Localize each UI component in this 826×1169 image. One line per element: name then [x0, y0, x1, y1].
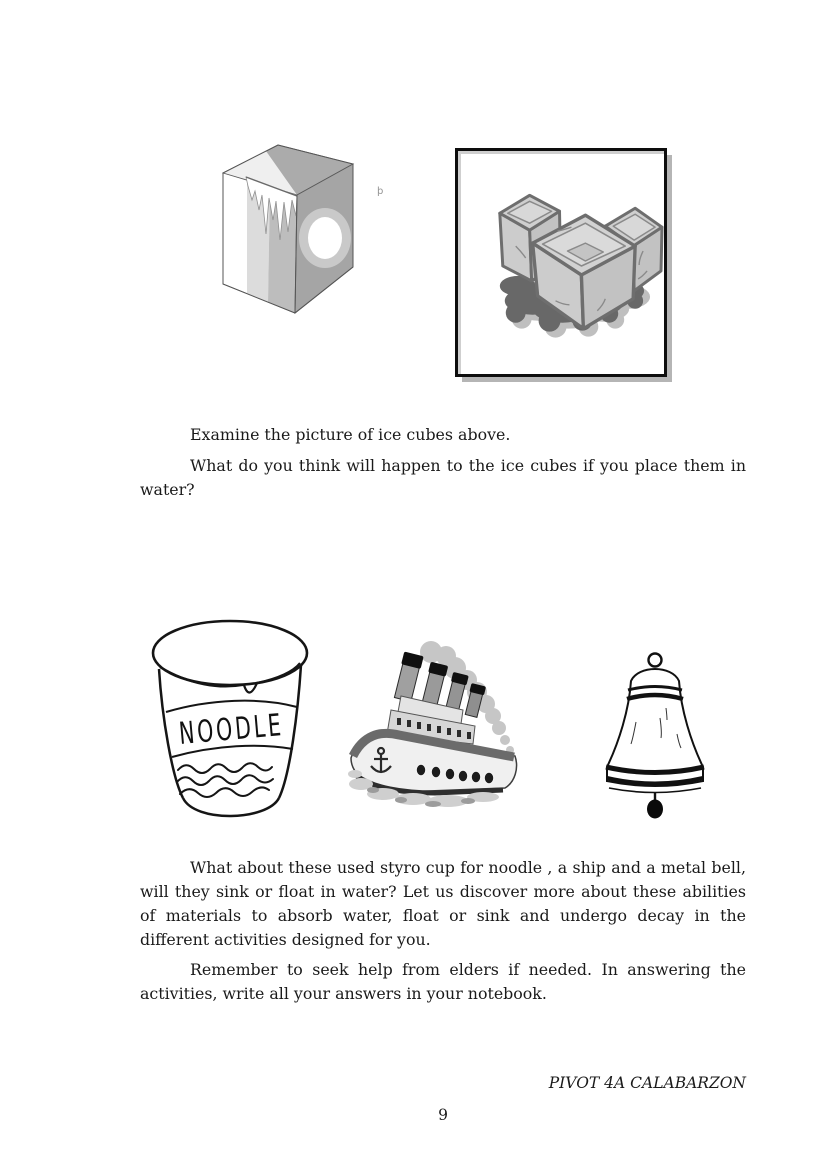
- bell-illustration: [598, 650, 713, 820]
- freezer-icon: [222, 144, 356, 316]
- frame-inner-highlight: [458, 151, 664, 374]
- stray-print-mark: þ: [377, 186, 384, 197]
- discover-paragraph: What about these used styro cup for noodle , a ship and a metal bell, will they sink or float in water? Let us discover more about these abilities of materials to absorb water, float or sink and undergo decay in the different activities designed for you.: [140, 858, 746, 949]
- page-number: 9: [438, 1106, 448, 1124]
- ship-illustration: [343, 640, 538, 820]
- noodle-cup-illustration: [150, 617, 314, 829]
- intro-sentence-1: Examine the picture of ice cubes above.: [190, 425, 511, 444]
- intro-sentence-2: What do you think will happen to the ice cubes if you place them in water?: [140, 456, 746, 499]
- body-text-block: [140, 856, 746, 1012]
- intro-text-block: [140, 423, 746, 509]
- freezer-illustration: [222, 144, 356, 316]
- reminder-paragraph: Remember to seek help from elders if needed. In answering the activities, write all your answers in your notebook.: [140, 960, 746, 1003]
- framed-ice-cubes-picture: [455, 148, 667, 377]
- cup-label: NOODLE: [177, 707, 286, 753]
- footer-text: PIVOT 4A CALABARZON: [548, 1074, 746, 1092]
